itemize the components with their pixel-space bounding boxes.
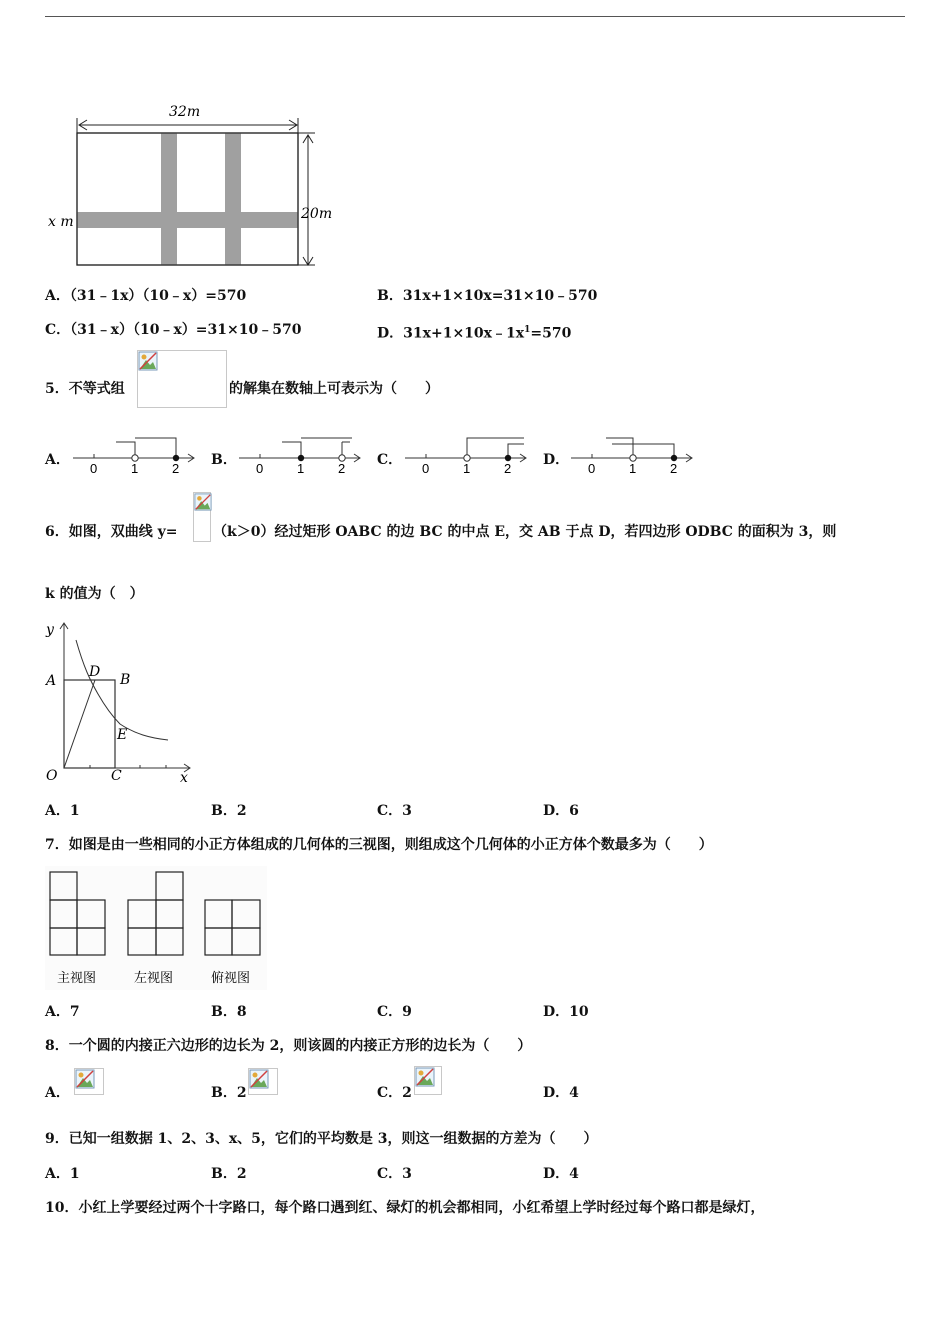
q5-numberline-c[interactable]: [402, 432, 532, 476]
view-label-left: 左视图: [134, 971, 174, 986]
q5-option-b-label[interactable]: B．: [211, 452, 237, 468]
tick-1: 1: [463, 461, 471, 476]
q4-option-d-tail: =570: [530, 325, 572, 342]
label-B: B: [120, 672, 131, 688]
tick-1: 1: [131, 461, 139, 476]
q6-option-d[interactable]: D．6: [543, 803, 579, 819]
tick-2: 2: [504, 461, 512, 476]
broken-image-icon: [75, 1069, 95, 1089]
road-figure: [45, 100, 345, 275]
q4-option-a[interactable]: A．（31﹣1x）（10﹣x）=570: [45, 288, 247, 304]
q8-option-c[interactable]: C．2: [377, 1085, 412, 1101]
q9-option-d[interactable]: D．4: [543, 1166, 579, 1182]
label-x: x: [180, 770, 188, 786]
q4-option-d-text: D．31x+1×10x﹣1x: [377, 325, 525, 342]
q7-three-views-figure: [45, 866, 267, 990]
q5-option-d-label[interactable]: D．: [543, 452, 570, 468]
view-label-front: 主视图: [57, 971, 97, 986]
q8-option-b-image: [248, 1068, 278, 1095]
q5-inequality-image: [137, 350, 227, 408]
label-C: C: [111, 768, 122, 784]
q6-option-c[interactable]: C．3: [377, 803, 412, 819]
q7-option-b[interactable]: B．8: [211, 1004, 247, 1020]
q5-numberline-a[interactable]: [70, 432, 200, 476]
label-A: A: [46, 673, 57, 689]
tick-0: 0: [422, 461, 430, 476]
header-rule: [45, 16, 905, 17]
view-label-top: 俯视图: [211, 971, 251, 986]
tick-0: 0: [256, 461, 264, 476]
q8-option-a[interactable]: A．: [45, 1085, 70, 1101]
broken-image-icon: [138, 351, 158, 371]
tick-0: 0: [588, 461, 596, 476]
q9-option-c[interactable]: C．3: [377, 1166, 412, 1182]
q8-option-d[interactable]: D．4: [543, 1085, 579, 1101]
q6-line2: k 的值为（ ）: [45, 586, 144, 602]
q6-hyperbola-figure: [40, 618, 200, 788]
q6-line1-prefix: 6．如图，双曲线 y=: [45, 524, 178, 540]
q9-text: 9．已知一组数据 1、2、3、x、5，它们的平均数是 3，则这一组数据的方差为（ ）: [45, 1131, 598, 1147]
q4-option-d[interactable]: [377, 321, 571, 343]
q8-text: 8．一个圆的内接正六边形的边长为 2，则该圆的内接正方形的边长为（ ）: [45, 1038, 532, 1054]
q5-option-c-label[interactable]: C．: [377, 452, 403, 468]
q4-option-b[interactable]: B．31x+1×10x=31×10﹣570: [377, 288, 598, 304]
label-20m: 20m: [301, 206, 333, 222]
q7-text: 7．如图是由一些相同的小正方体组成的几何体的三视图，则组成这个几何体的小正方体个数最多为（ ）: [45, 837, 713, 853]
q8-option-a-image: [74, 1068, 104, 1095]
label-O: O: [46, 768, 58, 784]
broken-image-icon: [249, 1069, 269, 1089]
q7-option-c[interactable]: C．9: [377, 1004, 412, 1020]
q8-option-c-image: [414, 1066, 442, 1095]
q5-prefix: 5．不等式组: [45, 381, 125, 397]
q9-option-b[interactable]: B．2: [211, 1166, 247, 1182]
tick-2: 2: [338, 461, 346, 476]
broken-image-icon: [194, 493, 212, 511]
q10-text: 10．小红上学要经过两个十字路口，每个路口遇到红、绿灯的机会都相同，小红希望上学时经过每个路口都是绿灯，: [45, 1200, 765, 1216]
label-xm: x m: [48, 214, 74, 230]
label-E: E: [117, 727, 128, 743]
q4-option-d-sup: 1: [524, 325, 531, 335]
tick-2: 2: [670, 461, 678, 476]
q9-option-a[interactable]: A．1: [45, 1166, 80, 1182]
broken-image-icon: [415, 1067, 435, 1087]
q7-option-a[interactable]: A．7: [45, 1004, 80, 1020]
q6-fraction-image: [193, 492, 211, 542]
q8-option-b[interactable]: B．2: [211, 1085, 247, 1101]
q6-option-a[interactable]: A．1: [45, 803, 80, 819]
label-32m: 32m: [169, 104, 201, 120]
q5-option-a-label[interactable]: A．: [45, 452, 70, 468]
q5-suffix: 的解集在数轴上可表示为（ ）: [229, 381, 439, 397]
tick-2: 2: [172, 461, 180, 476]
tick-0: 0: [90, 461, 98, 476]
label-D: D: [89, 664, 101, 680]
q6-option-b[interactable]: B．2: [211, 803, 247, 819]
q7-option-d[interactable]: D．10: [543, 1004, 589, 1020]
label-y: y: [46, 622, 54, 638]
q6-line1-suffix: （k＞0）经过矩形 OABC 的边 BC 的中点 E，交 AB 于点 D，若四边形 ODBC 的面积为 3，则: [213, 524, 837, 540]
tick-1: 1: [297, 461, 305, 476]
q5-numberline-d[interactable]: [568, 432, 698, 476]
q5-numberline-b[interactable]: [236, 432, 366, 476]
tick-1: 1: [629, 461, 637, 476]
q4-option-c[interactable]: C．（31﹣x）（10﹣x）=31×10﹣570: [45, 322, 302, 338]
